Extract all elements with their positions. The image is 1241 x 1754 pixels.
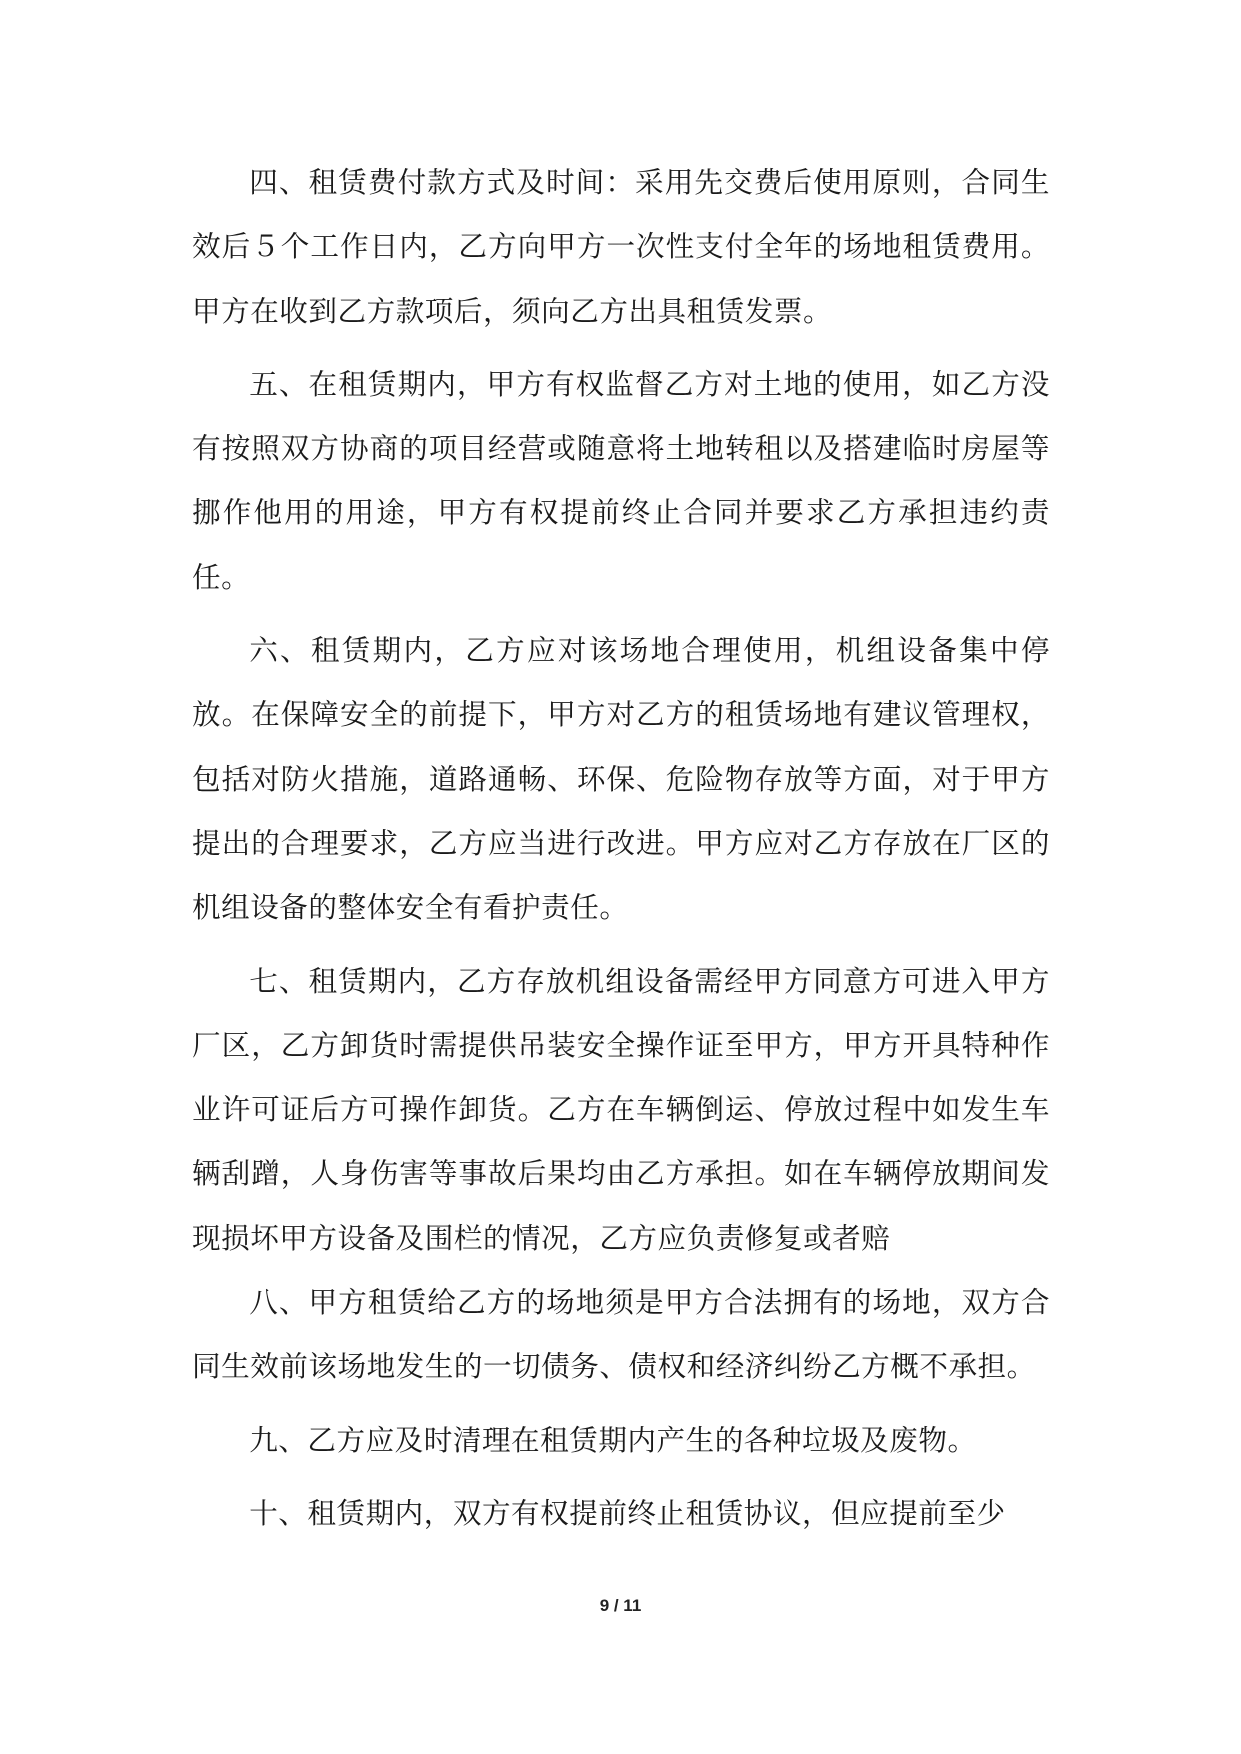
paragraph-clause-5: 五、在租赁期内，甲方有权监督乙方对土地的使用，如乙方没有按照双方协商的项目经营或随意将土地转租以及搭建临时房屋等挪作他用的用途，甲方有权提前终止合同并要求乙方承担违约责任。 — [192, 366, 1050, 594]
paragraph-clause-9: 九、乙方应及时清理在租赁期内产生的各种垃圾及废物。 — [249, 1422, 977, 1457]
document-body — [192, 150, 1050, 1554]
paragraph-clause-6: 六、租赁期内，乙方应对该场地合理使用，机组设备集中停放。在保障安全的前提下，甲方对乙方的租赁场地有建议管理权，包括对防火措施，道路通畅、环保、危险物存放等方面，对于甲方提出的合理要求，乙方应当进行改进。甲方应对乙方存放在厂区的机组设备的整体安全有看护责任。 — [192, 633, 1050, 925]
page-number: 9 / 11 — [599, 1596, 642, 1615]
paragraph-clause-10: 十、租赁期内，双方有权提前终止租赁协议，但应提前至少 — [249, 1495, 1006, 1530]
paragraph-clause-7: 七、租赁期内，乙方存放机组设备需经甲方同意方可进入甲方厂区，乙方卸货时需提供吊装安全操作证至甲方，甲方开具特种作业许可证后方可操作卸货。乙方在车辆倒运、停放过程中如发生车辆刮蹭，人身伤害等事故后果均由乙方承担。如在车辆停放期间发现损坏甲方设备及围栏的情况，乙方应负责修复或者赔 — [192, 963, 1050, 1255]
paragraph-clause-8: 八、甲方租赁给乙方的场地须是甲方合法拥有的场地，双方合同生效前该场地发生的一切债务、债权和经济纠纷乙方概不承担。 — [192, 1285, 1050, 1384]
paragraph-clause-4: 四、租赁费付款方式及时间：采用先交费后使用原则，合同生效后５个工作日内，乙方向甲方一次性支付全年的场地租赁费用。甲方在收到乙方款项后，须向乙方出具租赁发票。 — [192, 165, 1050, 328]
